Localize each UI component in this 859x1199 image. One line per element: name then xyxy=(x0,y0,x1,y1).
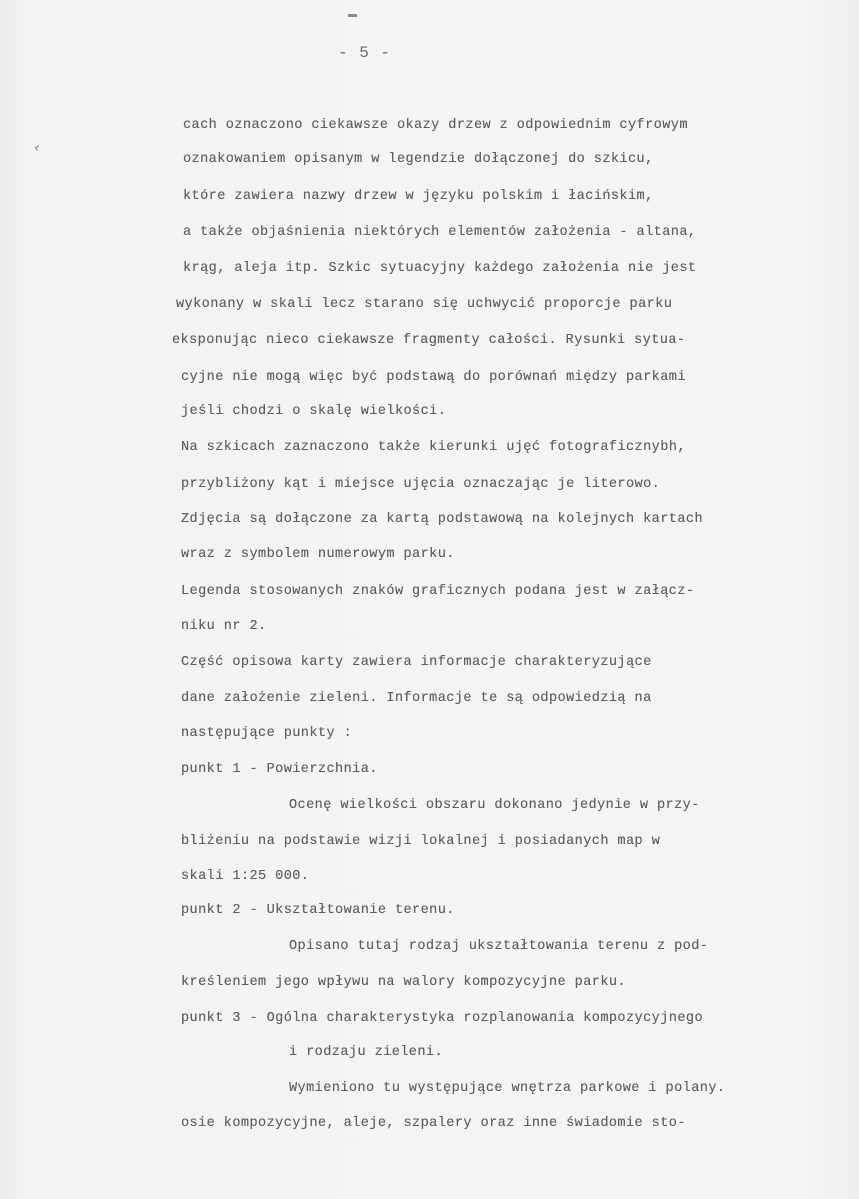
text-line: wraz z symbolem numerowym parku. xyxy=(181,547,455,562)
text-line: eksponując nieco ciekawsze fragmenty całości. Rysunki sytua- xyxy=(172,333,686,348)
text-line: Wymieniono tu występujące wnętrza parkowe i polany. xyxy=(289,1081,726,1096)
text-line: Ocenę wielkości obszaru dokonano jedynie w przy- xyxy=(289,798,700,813)
text-line: Legenda stosowanych znaków graficznych podana jest w załącz- xyxy=(181,584,695,599)
text-line: osie kompozycyjne, aleje, szpalery oraz inne świadomie sto- xyxy=(181,1116,686,1131)
text-line: cach oznaczono ciekawsze okazy drzew z odpowiednim cyfrowym xyxy=(183,118,688,133)
text-line: wykonany w skali lecz starano się uchwycić proporcje parku xyxy=(176,297,673,312)
text-line: punkt 3 - Ogólna charakterystyka rozplanowania kompozycyjnego xyxy=(181,1011,704,1026)
text-line: niku nr 2. xyxy=(181,619,267,634)
text-line: oznakowaniem opisanym w legendzie dołączonej do szkicu, xyxy=(183,152,654,167)
text-line: punkt 1 - Powierzchnia. xyxy=(181,762,378,777)
text-line: jeśli chodzi o skalę wielkości. xyxy=(181,404,447,419)
text-line: a także objaśnienia niektórych elementów założenia - altana, xyxy=(183,225,697,240)
page-number: - 5 - xyxy=(338,44,392,62)
text-line: punkt 2 - Ukształtowanie terenu. xyxy=(181,903,455,918)
text-line: dane założenie zieleni. Informacje te są odpowiedzią na xyxy=(181,691,652,706)
text-line: cyjne nie mogą więc być podstawą do porównań między parkami xyxy=(181,370,686,385)
text-line: Opisano tutaj rodzaj ukształtowania terenu z pod- xyxy=(289,939,709,954)
text-line: i rodzaju zieleni. xyxy=(289,1045,444,1060)
text-line: bliżeniu na podstawie wizji lokalnej i posiadanych map w xyxy=(181,834,661,849)
text-line: przybliżony kąt i miejsce ujęcia oznaczając je literowo. xyxy=(181,477,661,492)
text-line: skali 1:25 000. xyxy=(181,869,310,884)
text-line: które zawiera nazwy drzew w języku polskim i łacińskim, xyxy=(183,189,654,204)
text-line: kreśleniem jego wpływu na walory kompozycyjne parku. xyxy=(181,975,626,990)
text-line: krąg, aleja itp. Szkic sytuacyjny każdego założenia nie jest xyxy=(183,261,697,276)
text-line: Zdjęcia są dołączone za kartą podstawową na kolejnych kartach xyxy=(181,512,704,527)
margin-mark: ‹ xyxy=(31,139,43,157)
text-line: Na szkicach zaznaczono także kierunki ujęć fotograficznybh, xyxy=(181,440,686,455)
text-line: następujące punkty : xyxy=(181,726,353,741)
top-dash-mark xyxy=(348,14,357,17)
text-line: Część opisowa karty zawiera informacje charakteryzujące xyxy=(181,655,652,670)
